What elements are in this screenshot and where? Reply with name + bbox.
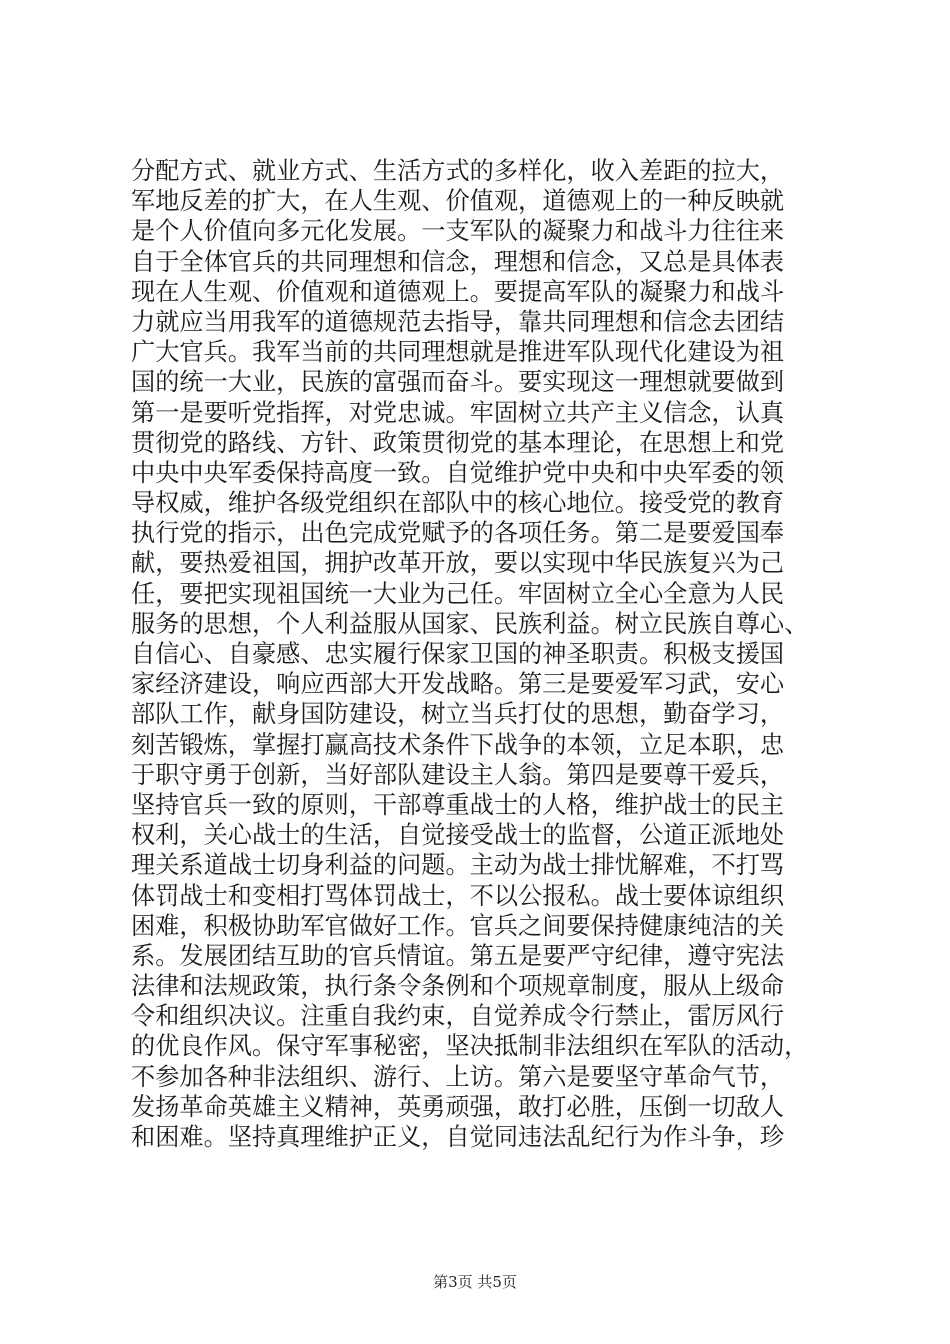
text-line: 体罚战士和变相打骂体罚战士，不以公报私。战士要体谅组织 [131, 881, 785, 910]
text-line: 法律和法规政策，执行条令条例和个项规章制度，服从上级命 [131, 972, 785, 1001]
text-line: 献，要热爱祖国，拥护改革开放，要以实现中华民族复兴为己 [131, 549, 785, 578]
text-line: 不参加各种非法组织、游行、上访。第六是要坚守革命气节， [131, 1062, 785, 1091]
text-line: 力就应当用我军的道德规范去指导，靠共同理想和信念去团结 [131, 307, 785, 336]
text-line: 贯彻党的路线、方针、政策贯彻党的基本理论，在思想上和党 [131, 428, 785, 457]
text-line: 分配方式、就业方式、生活方式的多样化，收入差距的拉大， [131, 157, 785, 185]
text-line: 刻苦锻炼，掌握打赢高技术条件下战争的本领，立足本职，忠 [131, 730, 785, 759]
text-line: 家经济建设，响应西部大开发战略。第三是要爱军习武，安心 [131, 670, 785, 699]
text-line: 令和组织决议。注重自我约束，自觉养成令行禁止，雷厉风行 [131, 1002, 785, 1031]
text-line: 中央中央军委保持高度一致。自觉维护党中央和中央军委的领 [131, 458, 785, 487]
text-line: 系。发展团结互助的官兵情谊。第五是要严守纪律，遵守宪法 [131, 941, 785, 970]
text-line: 现在人生观、价值观和道德观上。要提高军队的凝聚力和战斗 [131, 277, 785, 306]
text-line: 国的统一大业，民族的富强而奋斗。要实现这一理想就要做到 [131, 368, 785, 397]
text-line: 是个人价值向多元化发展。一支军队的凝聚力和战斗力往往来 [131, 217, 785, 246]
text-line: 权利，关心战士的生活，自觉接受战士的监督，公道正派地处 [131, 821, 785, 850]
text-line: 发扬革命英雄主义精神，英勇顽强，敢打必胜，压倒一切敌人 [131, 1092, 785, 1121]
text-line: 军地反差的扩大，在人生观、价值观，道德观上的一种反映就 [131, 187, 785, 216]
text-line: 的优良作风。保守军事秘密，坚决抵制非法组织在军队的活动， [131, 1032, 809, 1061]
text-line: 导权威，维护各级党组织在部队中的核心地位。接受党的教育 [131, 489, 785, 518]
text-line: 坚持官兵一致的原则，干部尊重战士的人格，维护战士的民主 [131, 790, 785, 819]
page-footer: 第3页 共5页 [433, 1273, 517, 1291]
text-line: 任，要把实现祖国统一大业为己任。牢固树立全心全意为人民 [131, 579, 785, 608]
text-line: 部队工作，献身国防建设，树立当兵打仗的思想，勤奋学习， [131, 700, 785, 729]
text-line: 困难，积极协助军官做好工作。官兵之间要保持健康纯洁的关 [131, 911, 785, 940]
body-text [131, 156, 831, 1152]
text-line: 自于全体官兵的共同理想和信念，理想和信念，又总是具体表 [131, 247, 785, 276]
text-line: 服务的思想，个人利益服从国家、民族利益。树立民族自尊心、 [131, 609, 809, 638]
text-line: 第一是要听党指挥，对党忠诚。牢固树立共产主义信念，认真 [131, 398, 785, 427]
text-line: 自信心、自豪感、忠实履行保家卫国的神圣职责。积极支援国 [131, 640, 785, 668]
text-line: 和困难。坚持真理维护正义，自觉同违法乱纪行为作斗争，珍 [131, 1123, 785, 1151]
text-line: 广大官兵。我军当前的共同理想就是推进军队现代化建设为祖 [131, 338, 785, 367]
text-line: 于职守勇于创新，当好部队建设主人翁。第四是要尊干爱兵， [131, 760, 785, 789]
text-line: 理关系道战士切身利益的问题。主动为战士排忧解难，不打骂 [131, 851, 785, 880]
text-line: 执行党的指示，出色完成党赋予的各项任务。第二是要爱国奉 [131, 519, 785, 548]
